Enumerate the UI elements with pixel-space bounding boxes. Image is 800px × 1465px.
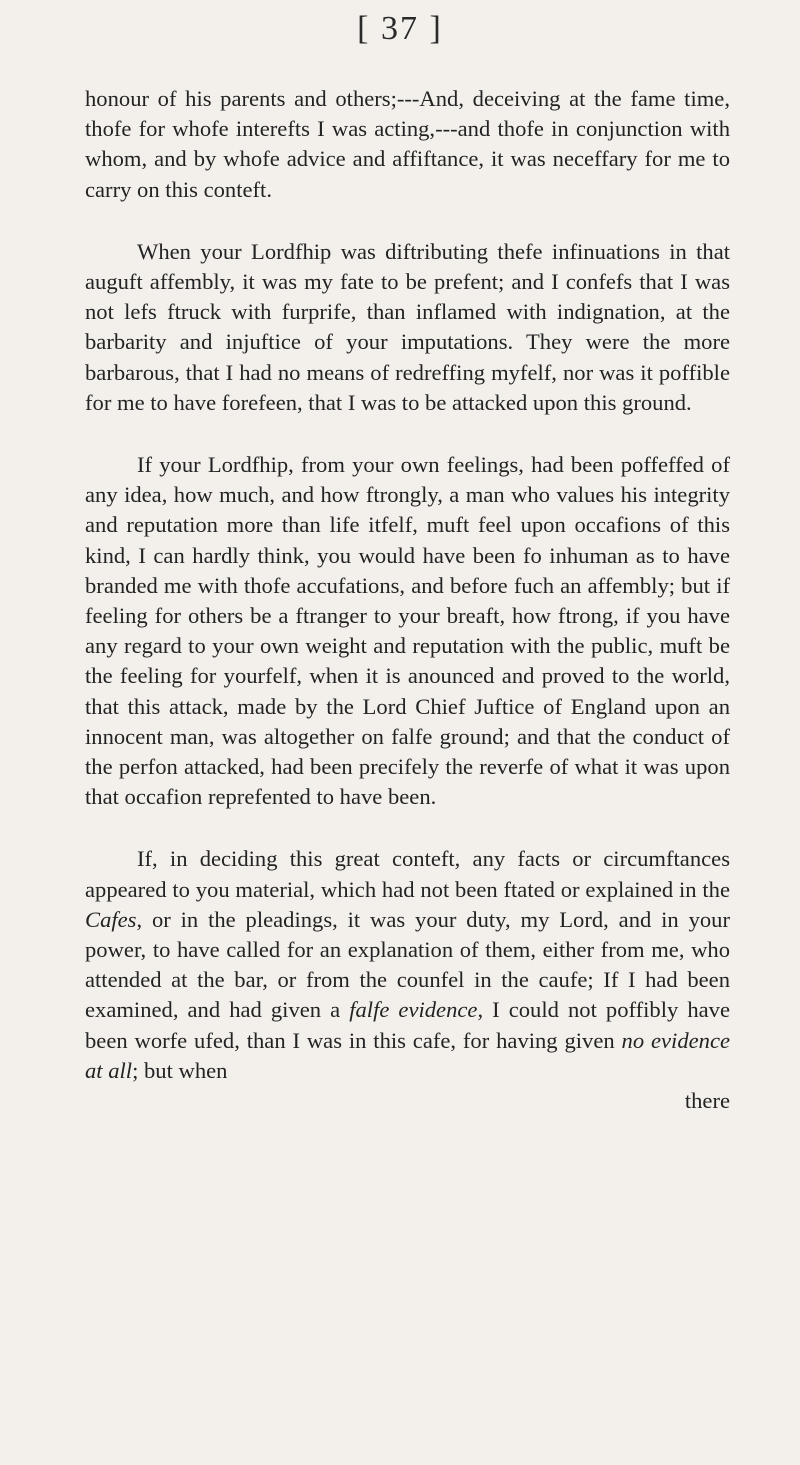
paragraph-4-part-2: , or in the pleadings, it was your duty, my Lord, and in your power, to have called for an explanation of them, either from me, who attended at the bar, or from the counfel in the caufe; If I had been examined, and had given a: [85, 906, 730, 1023]
italic-false-evidence: falfe evidence: [349, 997, 478, 1023]
paragraph-4-part-3: , I could not poffibly have been worfe ufed, than I was in this cafe, for having given: [85, 997, 730, 1053]
paragraph-4: [85, 844, 730, 1086]
paragraph-3: If your Lordfhip, from your own feelings, had been poffeffed of any idea, how much, and how ftrongly, a man who values his integrity and reputation more than life itfelf, muft feel upon occafions of this kind, I can hardly think, you would have been fo inhuman as to have branded me with thofe accufations, and before fuch an affembly; but if feeling for others be a ftranger to your breaft, how ftrong, if you have any regard to your own weight and reputation with the public, muft be the feeling for yourfelf, when it is anounced and proved to the world, that this attack, made by the Lord Chief Juftice of England upon an innocent man, was altogether on falfe ground; and that the conduct of the perfon attacked, had been precifely the reverfe of what it was upon that occafion reprefented to have been.: [85, 452, 730, 810]
body-text: [85, 84, 730, 1116]
italic-no-evidence: no evidence at all: [85, 1027, 730, 1083]
paragraph-4-part-1: If, in deciding this great conteft, any facts or circumftances appeared to you material, which had not been ftated or explained in the: [85, 846, 730, 902]
italic-cases: Cafes: [85, 906, 137, 932]
paragraph-2: When your Lordfhip was diftributing thefe infinuations in that auguft affembly, it was my fate to be prefent; and I confefs that I was not lefs ftruck with furprife, than inflamed with indignation, at the barbarity and injuftice of your imputations. They were the more barbarous, that I had no means of redreffing myfelf, nor was it poffible for me to have forefeen, that I was to be attacked upon this ground.: [85, 238, 730, 415]
paragraph-1: honour of his parents and others;---And, deceiving at the fame time, thofe for whofe interefts I was acting,---and thofe in conjunction with whom, and by whofe advice and affiftance, it was neceffary for me to carry on this conteft.: [85, 86, 730, 202]
catchword: there: [684, 1088, 730, 1114]
paragraph-4-part-4: ; but when: [132, 1057, 228, 1083]
page-number-header: [ 37 ]: [357, 10, 443, 47]
